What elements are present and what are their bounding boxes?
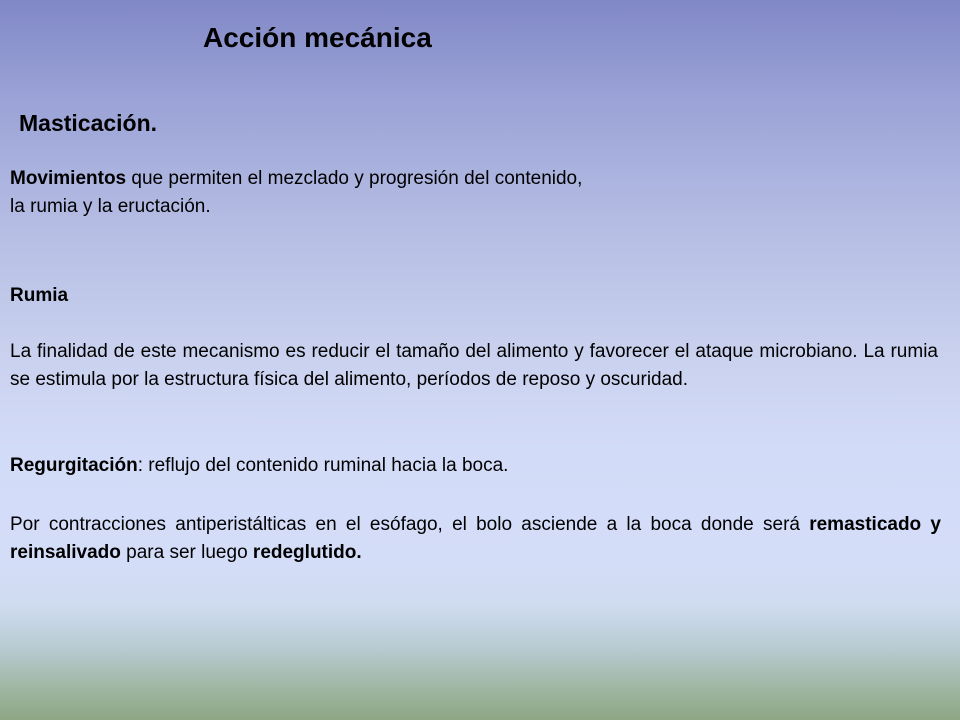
contractions-bold-1: remasticado y reinsalivado: [10, 514, 941, 563]
movements-bold-term: Movimientos: [10, 168, 127, 189]
movements-paragraph: [10, 165, 770, 221]
contractions-text-1: Por contracciones antiperistálticas en el esófago, el bolo asciende a la boca donde será: [10, 514, 810, 535]
movements-line1-text: que permiten el mezclado y progresión del contenido,: [126, 168, 583, 189]
rumia-heading: Rumia: [10, 285, 69, 306]
section-subtitle: Masticación.: [19, 110, 158, 136]
contractions-text-2: para ser luego: [120, 542, 253, 563]
regurgitation-bold-term: Regurgitación: [10, 455, 138, 476]
regurgitation-text: : reflujo del contenido ruminal hacia la boca.: [137, 455, 509, 476]
slide-title: Acción mecánica: [203, 22, 432, 53]
contractions-paragraph: [10, 511, 941, 567]
rumia-paragraph: La finalidad de este mecanismo es reducir el tamaño del alimento y favorecer el ataque microbiano. La rumia se estimula por la estructura física del alimento, períodos de reposo y oscuridad.: [10, 341, 938, 390]
contractions-bold-2: redeglutido.: [252, 542, 362, 563]
movements-line2-text: la rumia y la eructación.: [10, 196, 211, 217]
regurgitation-paragraph: [10, 452, 910, 480]
